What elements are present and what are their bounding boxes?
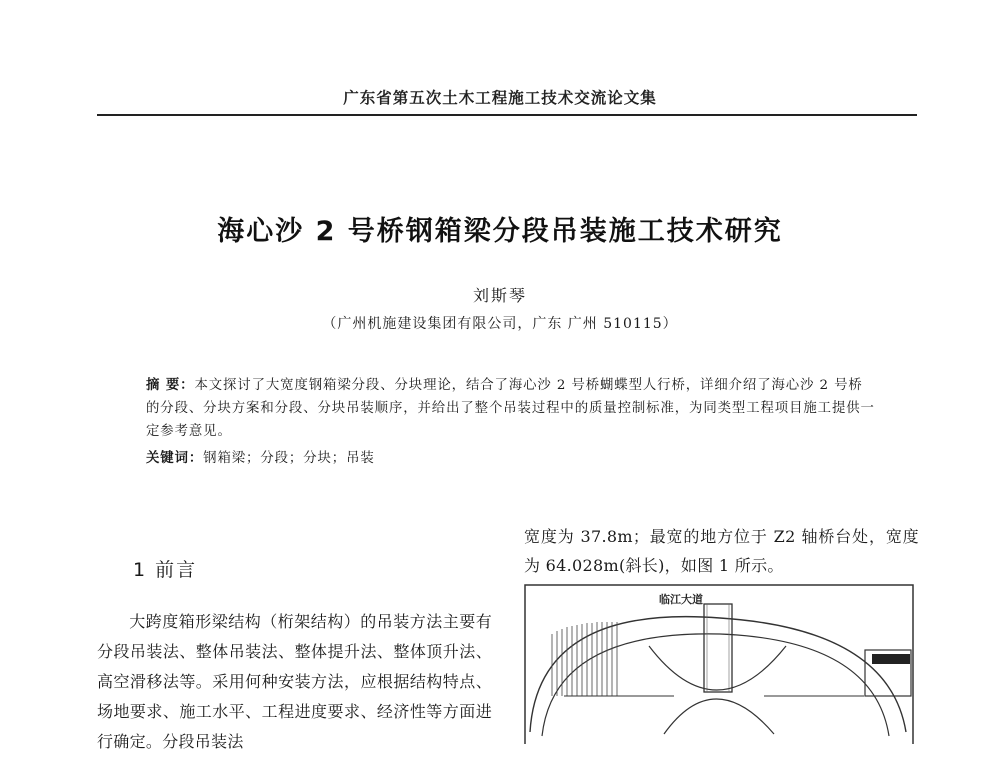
lower-curve xyxy=(649,646,786,690)
running-header: 广东省第五次土木工程施工技术交流论文集 xyxy=(343,89,657,107)
header-rule xyxy=(97,114,917,116)
figure-frame xyxy=(525,585,913,744)
bottom-curve xyxy=(664,699,774,734)
keywords-text: 钢箱梁；分段；分块；吊装 xyxy=(203,451,375,466)
road-label: 临江大道 xyxy=(659,593,703,606)
figure-1 xyxy=(524,584,916,744)
section-heading: 1 前言 xyxy=(133,559,198,581)
keywords-label: 关键词： xyxy=(146,451,204,466)
abstract xyxy=(146,374,876,443)
abstract-text: 本文探讨了大宽度钢箱梁分段、分块理论，结合了海心沙 2 号桥蝴蝶型人行桥，详细介绍了海心沙 2 号桥的分段、分块方案和分段、分块吊装顺序，并给出了整个吊装过程中的质量控制标准，为同类型工程项目施工提供一定参考意见。 xyxy=(146,378,875,439)
bridge-plan-drawing xyxy=(524,584,916,744)
paragraph-text: 大跨度箱形梁结构（桁架结构）的吊装方法主要有分段吊装法、整体吊装法、整体提升法、整体顶升法、高空滑移法等。采用何种安装方法，应根据结构特点、场地要求、施工水平、工程进度要求、经济性等方面进行确定。分段吊装法 xyxy=(97,612,492,751)
affiliation: （广州机施建设集团有限公司，广东 广州 510115） xyxy=(322,316,678,332)
right-column-text: 宽度为 37.8m；最宽的地方位于 Z2 轴桥台处，宽度为 64.028m(斜长)，如图 1 所示。 xyxy=(524,527,919,575)
inner-arc xyxy=(542,634,889,736)
hatched-area xyxy=(552,622,617,696)
paper-title: 海心沙 2 号桥钢箱梁分段吊装施工技术研究 xyxy=(217,216,783,247)
author: 刘斯琴 xyxy=(472,286,527,305)
abstract-label: 摘 要： xyxy=(146,378,195,393)
keywords xyxy=(146,447,876,466)
